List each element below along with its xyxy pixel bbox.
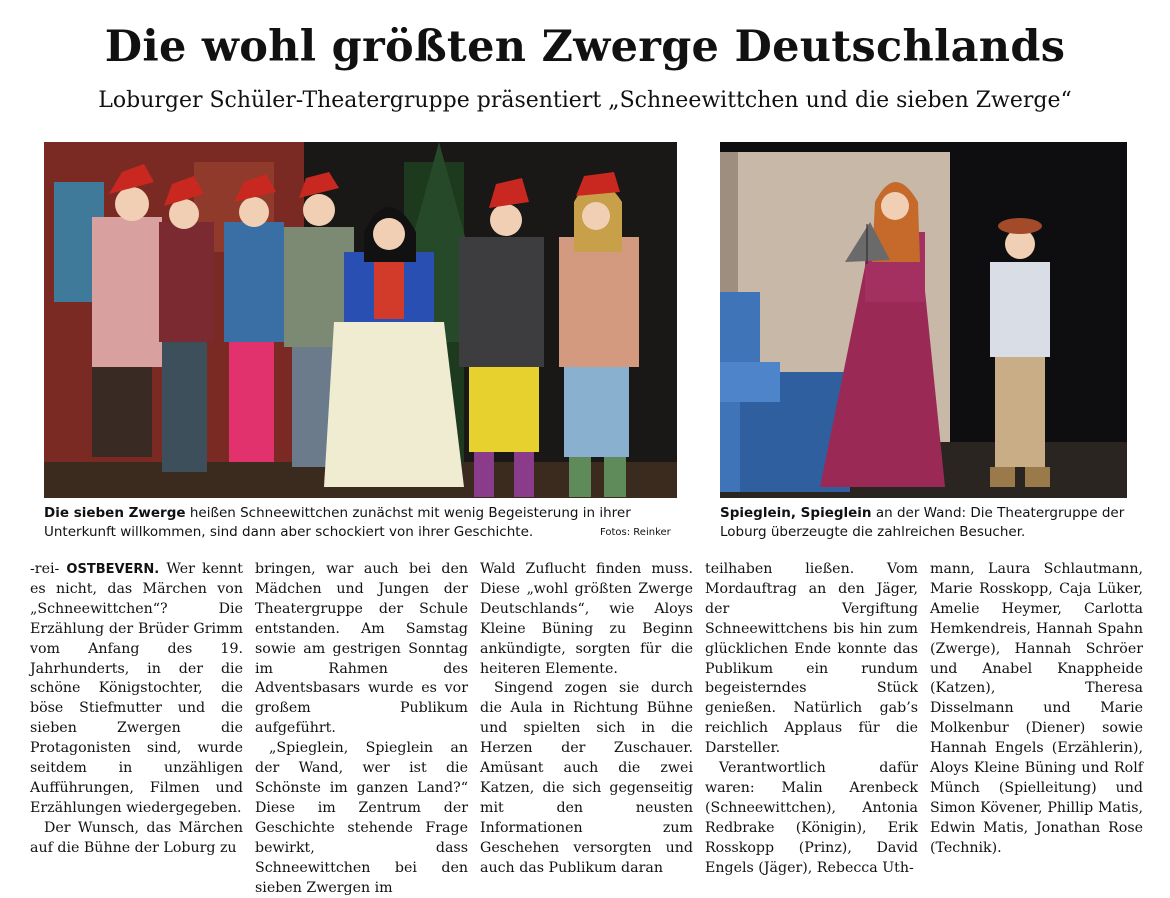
photo-caption-left <box>44 504 677 542</box>
caption-right-lead: Spieglein, Spieglein <box>720 505 872 521</box>
column-5-paragraph-1: mann, Laura Schlautmann, Marie Rosskopp, Caja Lüker, Amelie Heymer, Carlotta Hemkendreis, Hannah Spahn (Zwerge), Hannah Schröer und Anabel Knappheide (Katzen), Theresa Disselmann und Marie Molkenbur (Diener) sowie Hannah Engels (Erzählerin), Aloys Kleine Büning und Rolf Münch (Spielleitung) und Simon Kövener, Phillip Matis, Edwin Matis, Jonathan Rose (Technik). <box>930 561 1143 856</box>
column-3-paragraph-1: Wald Zuflucht finden muss. Diese „wohl größten Zwerge Deutschlands“, wie Aloys Kleine Büning zu Beginn ankündigte, sorgten für die heiteren Elemente. <box>480 561 693 677</box>
column-2-paragraph-1: bringen, war auch bei den Mädchen und Jungen der Theatergruppe der Schule entstanden. Am Samstag sowie am gestrigen Sonntag im Rahmen des Adventsbasars wurde es vor großem Publikum aufgeführt. <box>255 561 468 737</box>
photo-seven-dwarfs <box>44 142 677 498</box>
article-column-4 <box>705 560 918 876</box>
caption-left-text: heißen Schneewittchen zunächst mit wenig Begeisterung in ihrer Unterkunft willkommen, sind dann aber schockiert von ihrer Geschichte. <box>44 505 631 540</box>
column-4-paragraph-1: teilhaben ließen. Vom Mordauftrag an den Jäger, der Vergiftung Schneewittchens bis hin zum glücklichen Ende konnte das Publikum ein rundum begeisterndes Stück genießen. Natürlich gab’s reichlich Applaus für die Darsteller. <box>705 561 918 757</box>
caption-left-lead: Die sieben Zwerge <box>44 505 186 521</box>
column-3-paragraph-2: Singend zogen sie durch die Aula in Richtung Bühne und spielten sich in die Herzen der Zuschauer. Amüsant auch die zwei Katzen, die sich gegenseitig mit den neusten Informationen zum Geschehen versorgten und auch das Publikum daran <box>480 680 693 876</box>
photo-credit: Fotos: Reinker <box>600 527 671 538</box>
headline: Die wohl größten Zwerge Deutschlands <box>104 22 1066 72</box>
caption-right-text: an der Wand: Die Theatergruppe der Loburg überzeugte die zahlreichen Besucher. <box>720 505 1125 540</box>
article-column-5 <box>930 560 1143 856</box>
photo-spieglein <box>720 142 1127 498</box>
article-column-3 <box>480 560 693 876</box>
article-column-2 <box>255 560 468 896</box>
dateline-location: OSTBEVERN. <box>66 562 160 577</box>
author-tag: -rei- <box>30 561 60 577</box>
column-4-paragraph-2: Verantwortlich dafür waren: Malin Arenbeck (Schneewittchen), Antonia Redbrake (Königin), Erik Rosskopp (Prinz), David Engels (Jäger), Rebecca Uth- <box>705 760 918 876</box>
column-1-paragraph-1: Wer kennt es nicht, das Märchen von „Schneewittchen“? Die Erzählung der Brüder Grimm vom Anfang des 19. Jahrhunderts, in der die schöne Königstochter, die böse Stiefmutter und die sieben Zwergen die Protagonisten sind, wurde seitdem in unzähligen Aufführungen, Filmen und Erzählungen wiedergegeben. <box>30 561 243 816</box>
article-column-1 <box>30 560 243 856</box>
photo-caption-right <box>720 504 1127 542</box>
column-1-paragraph-2: Der Wunsch, das Märchen auf die Bühne der Loburg zu <box>30 819 243 856</box>
column-2-paragraph-2: „Spieglein, Spieglein an der Wand, wer ist die Schönste im ganzen Land?“ Diese im Zentrum der Geschichte stehende Frage bewirkt, dass Schneewittchen bei den sieben Zwergen im <box>255 740 468 896</box>
subheadline: Loburger Schüler-Theatergruppe präsentiert „Schneewittchen und die sieben Zwerge“ <box>98 88 1072 113</box>
